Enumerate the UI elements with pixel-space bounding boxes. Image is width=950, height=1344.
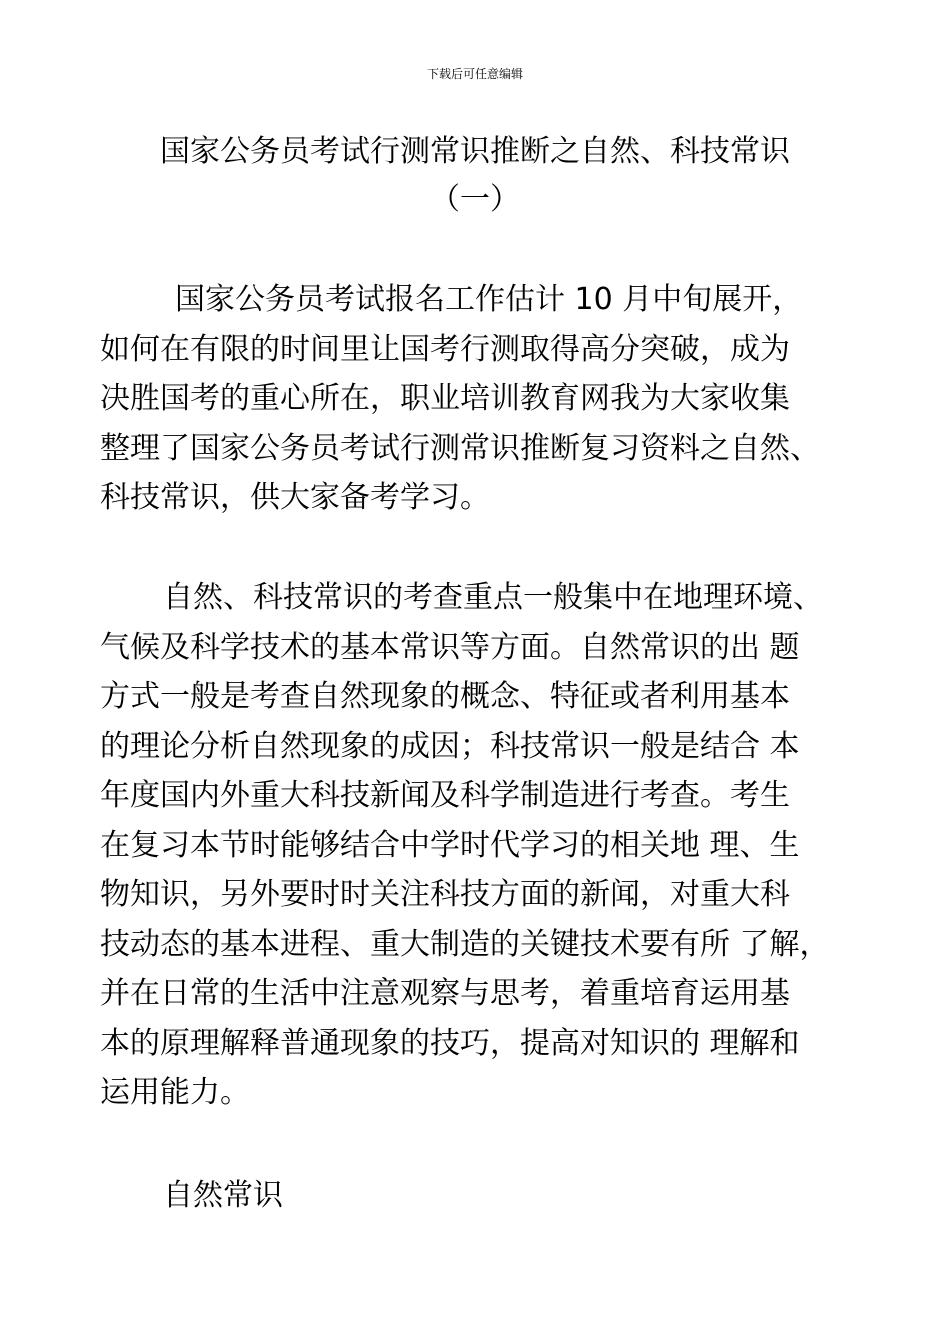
paragraph-line: 本的原理解释普通现象的技巧，提高对知识的 理解和: [100, 1025, 800, 1061]
document-title: [60, 128, 890, 224]
paragraph-line: 整理了国家公务员考试行测常识推断复习资料之自然、: [100, 430, 820, 466]
title-line-1: 国家公务员考试行测常识推断之自然、科技常识: [160, 134, 790, 169]
section-heading: 自然常识: [163, 1178, 283, 1213]
paragraph-line: 决胜国考的重心所在，职业培训教育网我为大家收集: [100, 381, 790, 416]
overview-paragraph: [100, 573, 870, 1118]
paragraph-line: 气候及科学技术的基本常识等方面。自然常识的出 题: [100, 629, 800, 665]
intro-paragraph: [100, 275, 870, 523]
paragraph-line: 方式一般是考查自然现象的概念、特征或者利用基本: [100, 679, 790, 714]
paragraph-line: 自然、科技常识的考查重点一般集中在地理环境、: [163, 580, 823, 615]
paragraph-line: 年度国内外重大科技新闻及科学制造进行考查。考生: [100, 778, 790, 813]
paragraph-line: 物知识，另外要时时关注科技方面的新闻，对重大科: [100, 877, 790, 912]
paragraph-line: 科技常识，供大家备考学习。: [100, 480, 490, 515]
paragraph-line: 技动态的基本进程、重大制造的关键技术要有所 了解，: [100, 926, 830, 962]
paragraph-line: 国家公务员考试报名工作估计 10 月中旬展开，: [175, 282, 803, 317]
paragraph-line: 如何在有限的时间里让国考行测取得高分突破，成为: [100, 331, 790, 367]
paragraph-line: 在复习本节时能够结合中学时代学习的相关地 理、生: [100, 827, 800, 863]
paragraph-line: 并在日常的生活中注意观察与思考，着重培育运用基: [100, 976, 790, 1011]
paragraph-line: 运用能力。: [100, 1075, 250, 1110]
paragraph-line: 的理论分析自然现象的成因；科技常识一般是结合 本: [100, 728, 800, 764]
header-note: 下载后可任意编辑: [426, 67, 523, 81]
title-line-2: （一）: [430, 182, 520, 217]
